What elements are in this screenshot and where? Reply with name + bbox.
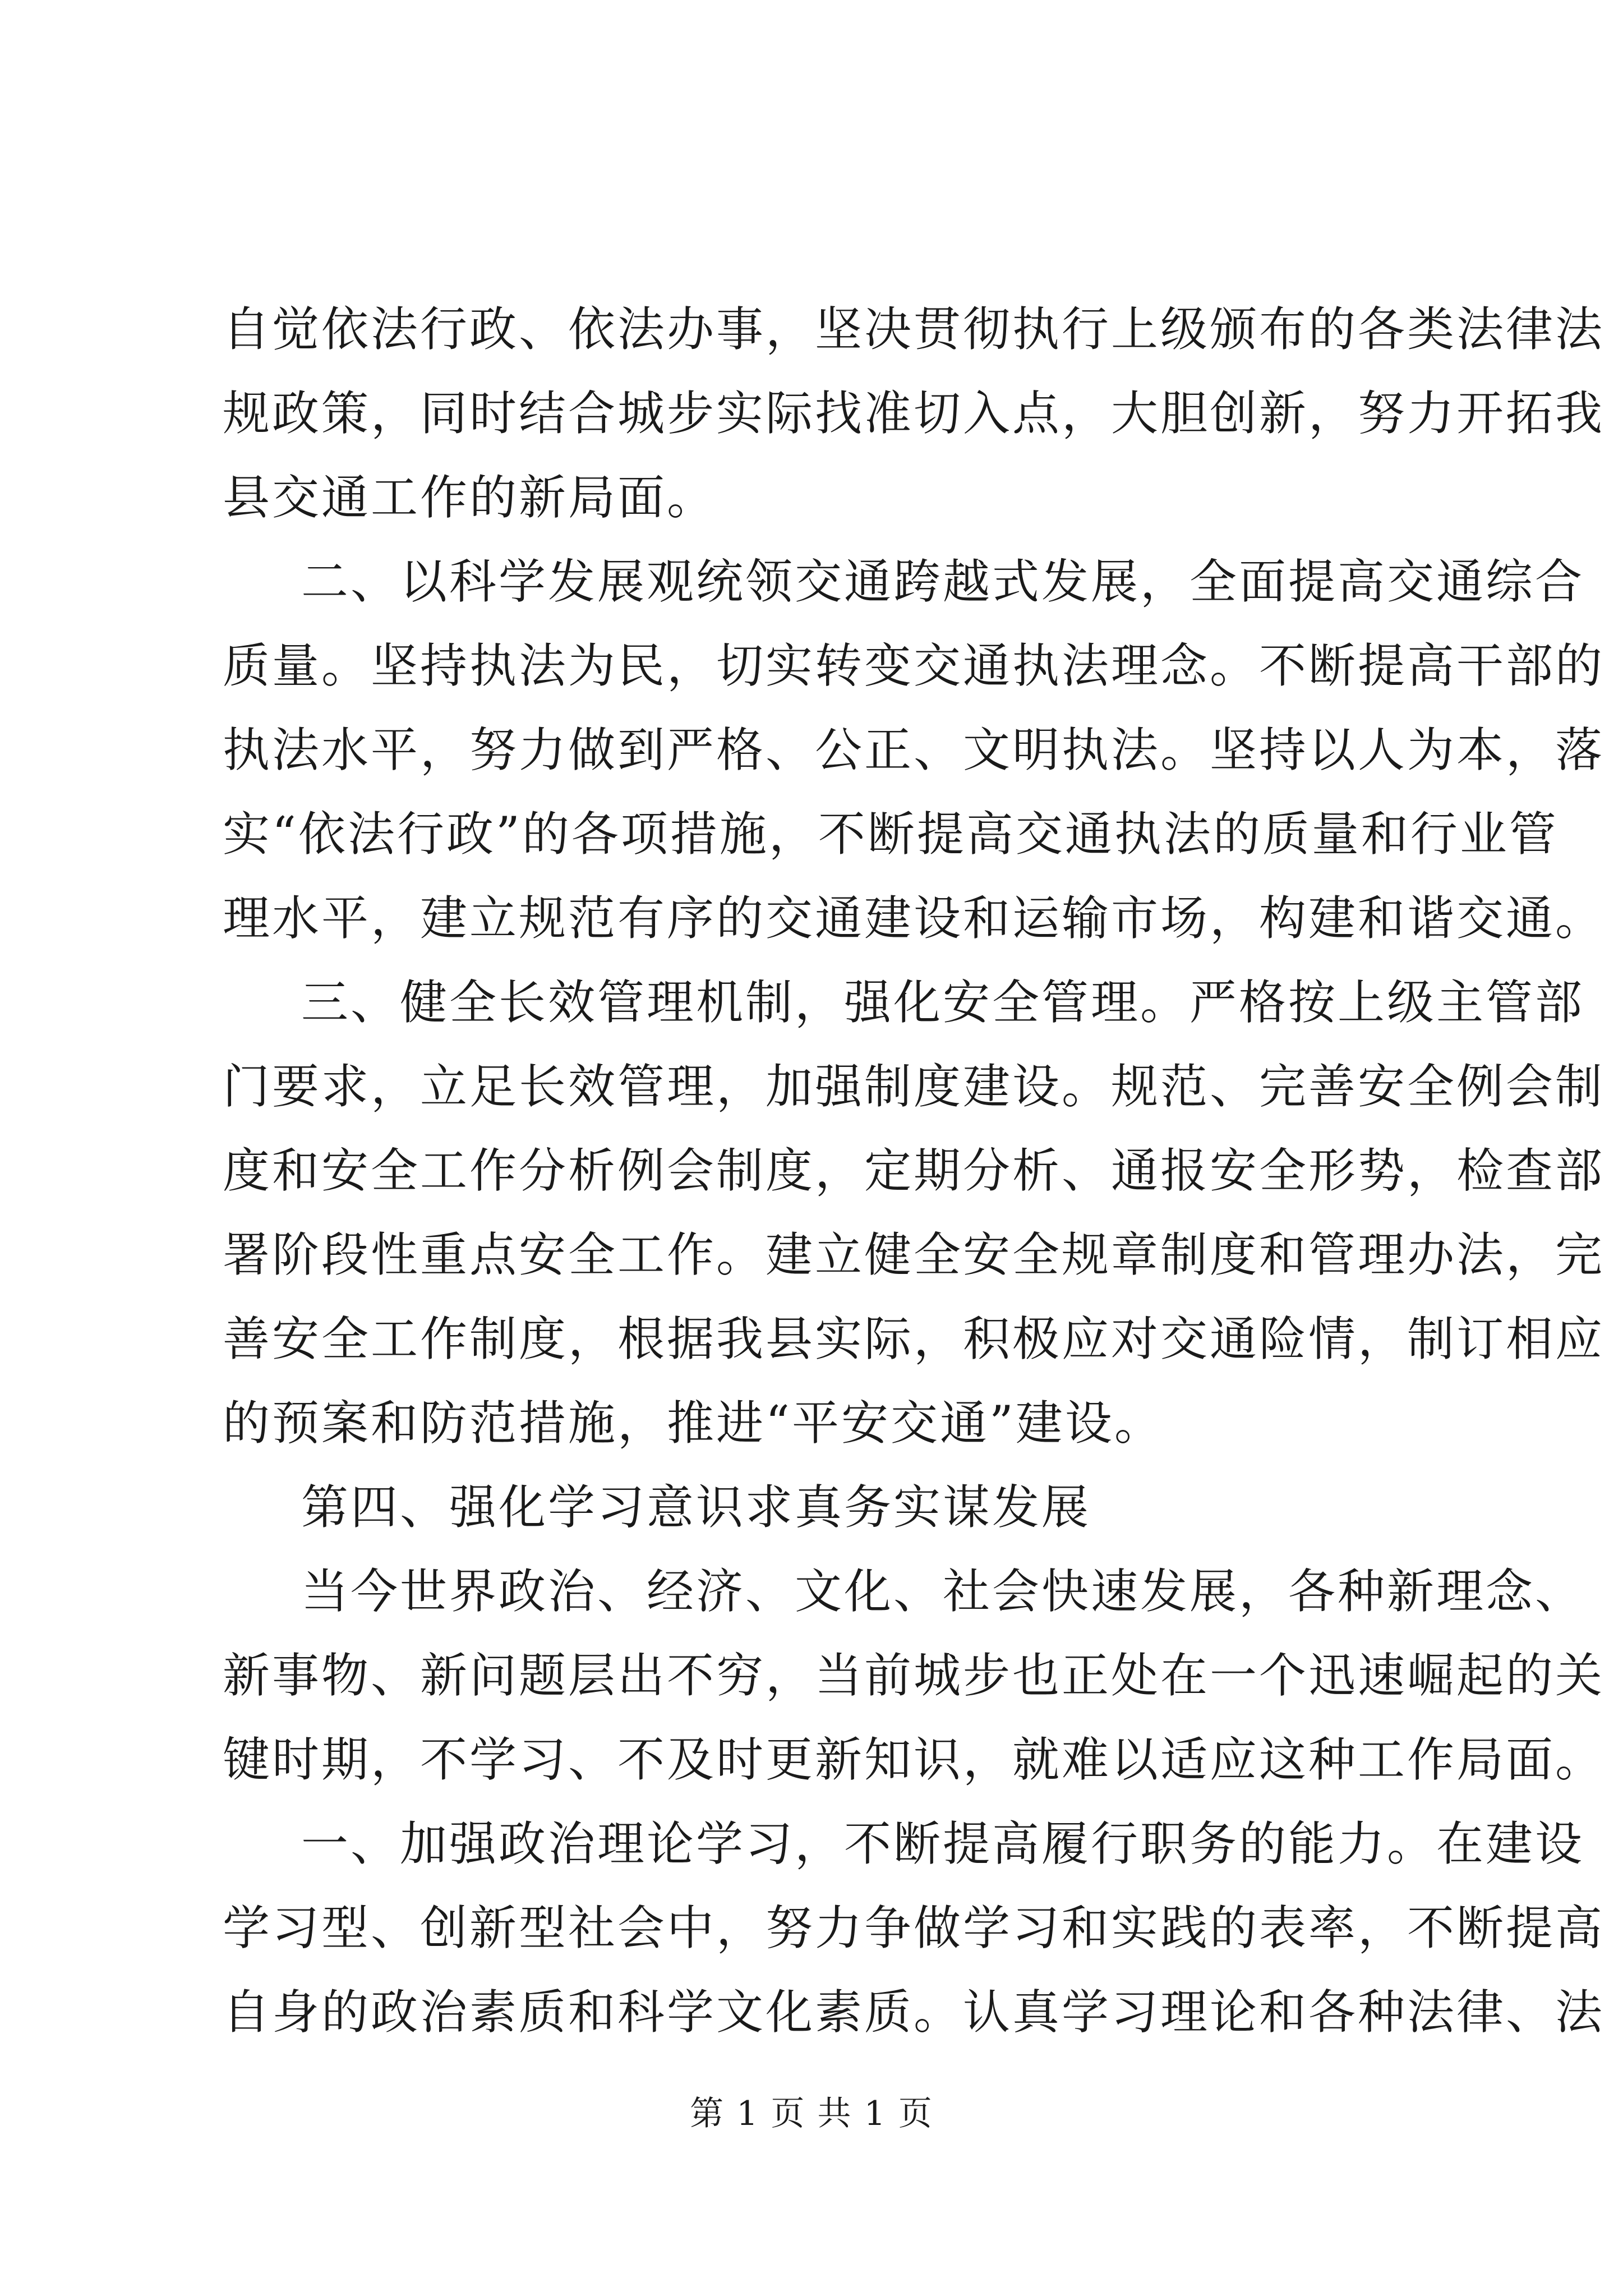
paragraph-first-line: 三、健全长效管理机制，强化安全管理。严格按上级主管部	[301, 975, 1585, 1030]
body-line: 县交通工作的新局面。	[223, 470, 717, 525]
paragraph-first-line: 一、加强政治理论学习，不断提高履行职务的能力。在建设	[301, 1816, 1585, 1871]
body-line: 度和安全工作分析例会制度，定期分析、通报安全形势，检查部	[223, 1143, 1605, 1198]
paragraph-first-line: 当今世界政治、经济、文化、社会快速发展，各种新理念、	[301, 1564, 1585, 1619]
body-line: 质量。坚持执法为民，切实转变交通执法理念。不断提高干部的	[223, 638, 1605, 693]
body-line: 新事物、新问题层出不穷，当前城步也正处在一个迅速崛起的关	[223, 1648, 1605, 1703]
section-heading: 第四、强化学习意识求真务实谋发展	[301, 1480, 1091, 1535]
paragraph-first-line: 二、以科学发展观统领交通跨越式发展，全面提高交通综合	[301, 554, 1585, 609]
body-line: 规政策，同时结合城步实际找准切入点，大胆创新，努力开拓我	[223, 386, 1605, 441]
body-line: 的预案和防范措施，推进“平安交通”建设。	[223, 1396, 1164, 1451]
body-line: 署阶段性重点安全工作。建立健全安全规章制度和管理办法，完	[223, 1227, 1605, 1282]
body-line: 自身的政治素质和科学文化素质。认真学习理论和各种法律、法	[223, 1985, 1605, 2040]
body-line: 自觉依法行政、依法办事，坚决贯彻执行上级颁布的各类法律法	[223, 302, 1605, 357]
body-line: 执法水平，努力做到严格、公正、文明执法。坚持以人为本，落	[223, 723, 1605, 777]
body-line: 学习型、创新型社会中，努力争做学习和实践的表率，不断提高	[223, 1901, 1605, 1955]
body-line: 实“依法行政”的各项措施，不断提高交通执法的质量和行业管	[223, 807, 1559, 862]
body-line: 键时期，不学习、不及时更新知识，就难以适应这种工作局面。	[223, 1732, 1605, 1787]
page-number-footer: 第 1 页 共 1 页	[690, 2094, 933, 2133]
body-line: 门要求，立足长效管理，加强制度建设。规范、完善安全例会制	[223, 1059, 1605, 1114]
body-line: 理水平，建立规范有序的交通建设和运输市场，构建和谐交通。	[223, 891, 1605, 946]
body-line: 善安全工作制度，根据我县实际，积极应对交通险情，制订相应	[223, 1312, 1605, 1366]
